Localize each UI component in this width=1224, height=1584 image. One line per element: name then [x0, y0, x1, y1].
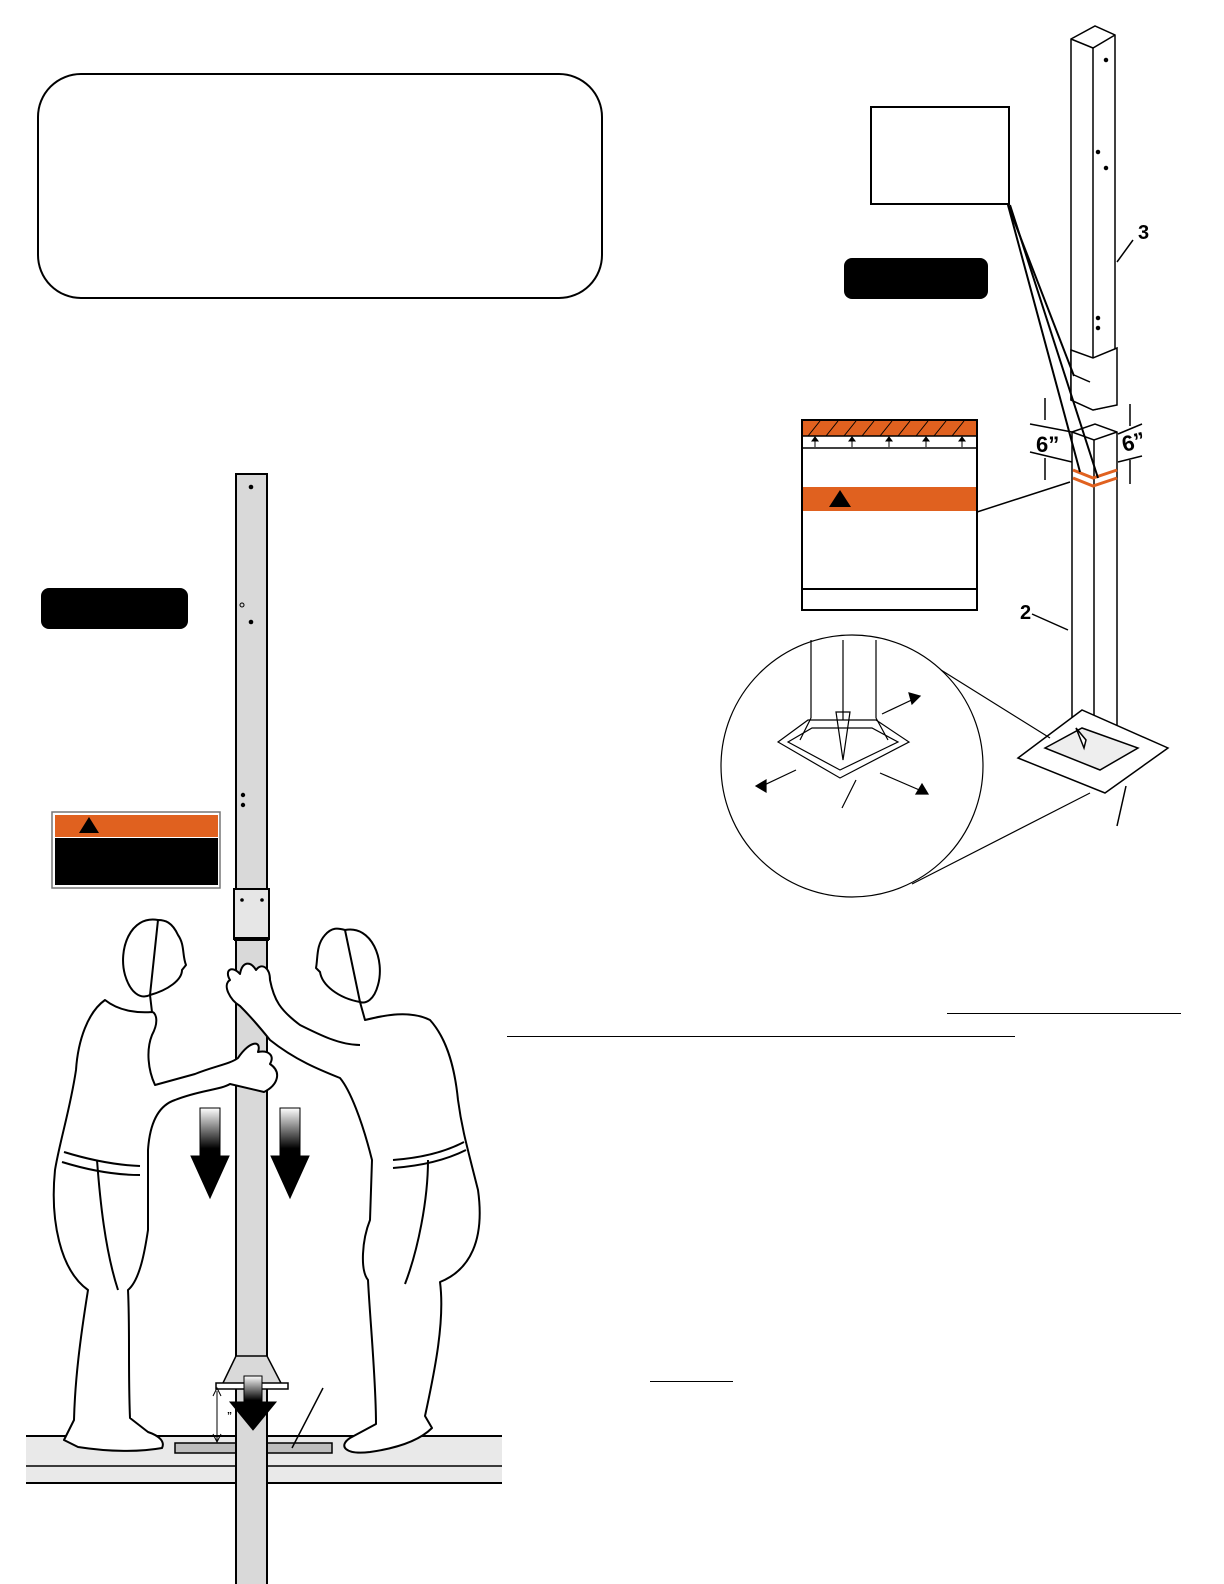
base-detail-magnifier: [721, 635, 1090, 897]
part-number-3: 3: [1138, 222, 1150, 244]
warning-label-left: [52, 812, 220, 888]
post-assembly-diagram: [977, 26, 1168, 826]
part-number-2: 2: [1020, 602, 1032, 624]
dimension-label-right: 6”: [1119, 426, 1148, 457]
dimension-label-left: 6”: [1036, 432, 1060, 457]
warning-label-right: [802, 420, 977, 610]
gap-dimension-label: ”: [227, 1411, 232, 1422]
